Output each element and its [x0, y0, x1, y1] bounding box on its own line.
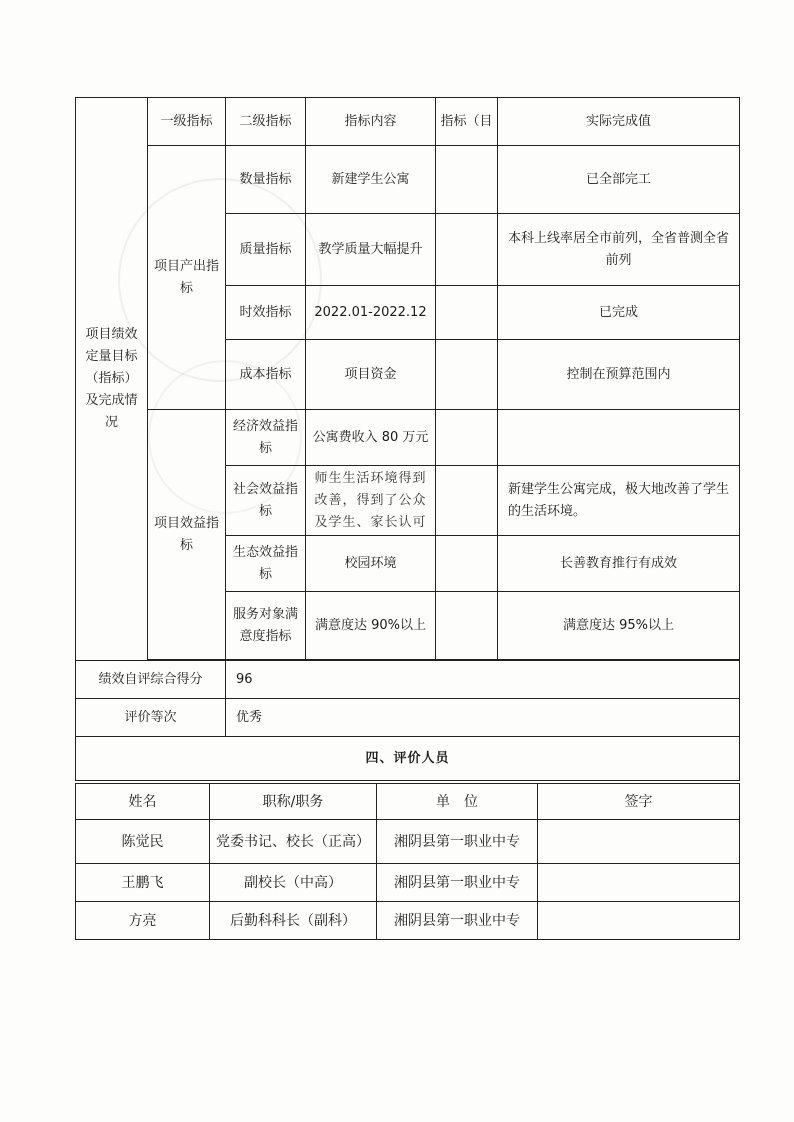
table-row — [76, 820, 740, 864]
sub-indicator: 经济效益指标 — [226, 410, 306, 466]
sub-indicator: 数量指标 — [226, 146, 306, 214]
person-title: 副校长（中高） — [210, 864, 377, 902]
header-row — [76, 98, 740, 146]
signature-cell[interactable] — [538, 902, 740, 940]
indicator-content: 项目资金 — [306, 340, 436, 410]
indicator-target — [436, 410, 498, 466]
sub-indicator: 社会效益指标 — [226, 466, 306, 536]
evaluators-table — [75, 783, 740, 940]
actual-value: 长善教育推行有成效 — [498, 536, 740, 592]
actual-value: 满意度达 95%以上 — [498, 592, 740, 660]
indicator-content: 满意度达 90%以上 — [306, 592, 436, 660]
indicator-target — [436, 592, 498, 660]
score-label: 绩效自评综合得分 — [76, 661, 226, 699]
indicator-target — [436, 340, 498, 410]
header-name: 姓名 — [76, 784, 210, 820]
indicator-content: 公寓费收入 80 万元 — [306, 410, 436, 466]
sub-indicator: 成本指标 — [226, 340, 306, 410]
header-target: 指标（目 — [436, 98, 498, 146]
header-content: 指标内容 — [306, 98, 436, 146]
person-title: 党委书记、校长（正高） — [210, 820, 377, 864]
output-label: 项目产出指标 — [148, 146, 226, 410]
sub-indicator: 时效指标 — [226, 286, 306, 340]
actual-value: 新建学生公寓完成，极大地改善了学生的生活环境。 — [498, 466, 740, 536]
person-name: 陈觉民 — [76, 820, 210, 864]
sub-indicator: 服务对象满意度指标 — [226, 592, 306, 660]
indicator-target — [436, 466, 498, 536]
actual-value: 已全部完工 — [498, 146, 740, 214]
actual-value: 本科上线率居全市前列，全省普测全省前列 — [498, 214, 740, 286]
header-unit: 单 位 — [377, 784, 538, 820]
indicator-content: 校园环境 — [306, 536, 436, 592]
header-actual: 实际完成值 — [498, 98, 740, 146]
grade-value: 优秀 — [226, 699, 740, 737]
section-title: 四、评价人员 — [76, 737, 740, 781]
score-value: 96 — [226, 661, 740, 699]
person-title: 后勤科科长（副科） — [210, 902, 377, 940]
sub-indicator: 生态效益指标 — [226, 536, 306, 592]
indicator-target — [436, 214, 498, 286]
section-title-row — [76, 737, 740, 781]
evaluators-header-row — [76, 784, 740, 820]
indicator-target — [436, 536, 498, 592]
table-row — [76, 864, 740, 902]
performance-table — [75, 97, 740, 781]
grade-label: 评价等次 — [76, 699, 226, 737]
header-title: 职称/职务 — [210, 784, 377, 820]
actual-value — [498, 410, 740, 466]
header-level1: 一级指标 — [148, 98, 226, 146]
person-unit: 湘阴县第一职业中专 — [377, 820, 538, 864]
actual-value: 已完成 — [498, 286, 740, 340]
benefit-label: 项目效益指标 — [148, 410, 226, 660]
table-row — [76, 146, 740, 214]
signature-cell[interactable] — [538, 820, 740, 864]
table-row — [76, 410, 740, 466]
indicator-content: 新建学生公寓 — [306, 146, 436, 214]
header-sign: 签字 — [538, 784, 740, 820]
person-name: 方亮 — [76, 902, 210, 940]
indicator-target — [436, 286, 498, 340]
header-level2: 二级指标 — [226, 98, 306, 146]
grade-row — [76, 699, 740, 737]
indicator-target — [436, 146, 498, 214]
indicator-content: 师生生活环境得到改善，得到了公众及学生、家长认可 — [306, 466, 436, 536]
group-label: 项目绩效定量目标（指标）及完成情况 — [76, 98, 148, 661]
score-row — [76, 661, 740, 699]
person-unit: 湘阴县第一职业中专 — [377, 902, 538, 940]
person-name: 王鹏飞 — [76, 864, 210, 902]
actual-value: 控制在预算范围内 — [498, 340, 740, 410]
signature-cell[interactable] — [538, 864, 740, 902]
person-unit: 湘阴县第一职业中专 — [377, 864, 538, 902]
indicator-content: 教学质量大幅提升 — [306, 214, 436, 286]
sub-indicator: 质量指标 — [226, 214, 306, 286]
indicator-content: 2022.01-2022.12 — [306, 286, 436, 340]
table-row — [76, 902, 740, 940]
